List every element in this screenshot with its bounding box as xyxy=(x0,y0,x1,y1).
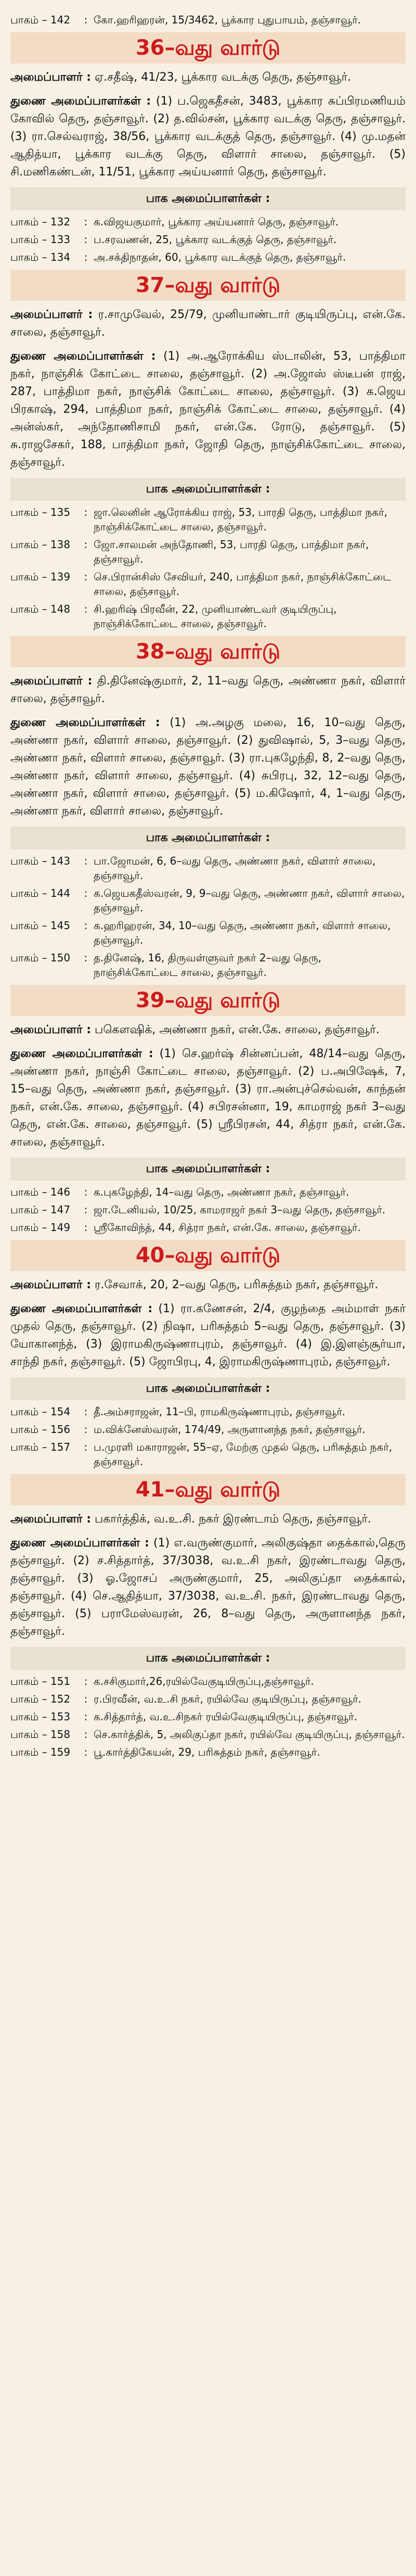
booth-row xyxy=(10,505,406,534)
booth-row xyxy=(10,1440,406,1469)
booth-number: பாகம் – 149 xyxy=(10,1221,71,1234)
separator: : xyxy=(84,887,88,899)
organizer-paragraph xyxy=(10,306,406,341)
separator: : xyxy=(84,1186,88,1198)
booth-row xyxy=(10,918,406,947)
ward-title: 41–வது வார்டு xyxy=(10,1474,406,1505)
ward-section xyxy=(10,1474,406,1759)
booth-number: பாகம் – 138 xyxy=(10,538,71,551)
organizer-paragraph-label: அமைப்பாளர் : xyxy=(10,1513,92,1526)
deputy-organizers-paragraph xyxy=(10,1045,406,1151)
separator: : xyxy=(84,1710,88,1723)
separator: : xyxy=(84,1441,88,1453)
organizer-paragraph-text: பகார்த்திக், வ.உ.சி. நகர் இரண்டாம் தெரு, தஞ்சாவூர். xyxy=(91,1513,371,1526)
booth-organizers-heading: பாக அமைப்பாளர்கள் : xyxy=(10,478,406,501)
organizer-paragraph xyxy=(10,69,406,86)
separator: : xyxy=(84,251,88,263)
booth-number: பாகம் – 135 xyxy=(10,506,71,518)
booth-number: பாகம் – 153 xyxy=(10,1710,71,1723)
booth-number: பாகம் – 145 xyxy=(10,919,71,932)
booth-organizer: தீ.அம்சராஜன், 11–பி, ராமகிருஷ்ணாபுரம், தஞ்சாவூர். xyxy=(94,1405,346,1418)
deputy-organizers-paragraph-label: துணை அமைப்பாளர்கள் : xyxy=(10,95,151,108)
booth-organizers-heading: பாக அமைப்பாளர்கள் : xyxy=(10,187,406,210)
separator: : xyxy=(84,603,88,615)
booth-organizer: ப.முரளி மகாராஜன், 55–ஏ, மேற்கு முதல் தெரு, பரிசுத்தம் நகர், தஞ்சாவூர். xyxy=(94,1441,393,1468)
separator: : xyxy=(84,215,88,228)
booth-row xyxy=(10,537,406,566)
booth-organizers-heading: பாக அமைப்பாளர்கள் : xyxy=(10,1377,406,1400)
organizer-paragraph-text: பகௌஷிக், அண்ணா நகர், என்.கே. சாலை, தஞ்சாவூர். xyxy=(91,1023,380,1036)
booth-organizer: ஜோ.சாலமன் அந்தோணி, 53, பாரதி தெரு, பாத்திமா நகர், தஞ்சாவூர். xyxy=(94,538,369,565)
booth-organizer: ஜா.டேனியல், 10/25, காமராஜர் நகர் 3–வது தெரு, தஞ்சாவூர். xyxy=(94,1203,386,1216)
booth-number: பாகம் – 150 xyxy=(10,951,71,964)
deputy-organizers-paragraph-text: (1) அ.அழகு மலை, 16, 10–வது தெரு, அண்ணா நகர், விளார் சாலை, தஞ்சாவூர். (2) துவிஷால், 5, 3–வது தெரு, அண்ணா நகர், விளார் சாலை, தஞ்சாவூர். (3) ரா.புகழேந்தி, 8, 2–வது தெரு, அண்ணா நகர், விளார் சாலை, தஞ்சாவூர். (4) சுபிரபு, 32, 12–வது தெரு, அண்ணா நகர், விளார் சாலை, தஞ்சாவூர். (5) ம.கிஷோர், 4, 1–வது தெரு, அண்ணா நகர், விளார் சாலை, தஞ்சாவூர். xyxy=(10,716,406,818)
deputy-organizers-paragraph xyxy=(10,714,406,820)
booth-row xyxy=(10,886,406,915)
booth-organizer: பூ.கார்த்திகேயன், 29, பரிசுத்தம் நகர், தஞ்சாவூர். xyxy=(94,1746,320,1758)
booth-organizer: த.தினேஷ், 16, திருவள்ளுவர் நகர் 2–வது தெரு, நாஞ்சிக்கோட்டை சாலை, தஞ்சாவூர். xyxy=(94,951,321,979)
booth-organizer: க.ஜெயகதீஸ்வரன், 9, 9–வது தெரு, அண்ணா நகர், விளார் சாலை, தஞ்சாவூர். xyxy=(94,887,405,914)
separator: : xyxy=(84,538,88,551)
booth-row xyxy=(10,1674,406,1689)
booth-row xyxy=(10,569,406,599)
booth-organizer: சி.ஹரிஷ் பிரவீன், 22, முனியாண்டவர் குடியிருப்பு, நாஞ்சிக்கோட்டை சாலை, தஞ்சாவூர். xyxy=(94,603,337,630)
booth-row xyxy=(10,1185,406,1199)
separator: : xyxy=(84,1203,88,1216)
separator: : xyxy=(84,1728,88,1741)
booth-row xyxy=(10,1727,406,1742)
booth-organizer: க.சித்தார்த், வ.உ.சிநகர் ரயில்வேகுடியிருப்பு, தஞ்சாவூர். xyxy=(94,1710,357,1723)
booth-number: பாகம் – 157 xyxy=(10,1441,71,1453)
deputy-organizers-paragraph-text: (1) ரா.கணேசன், 2/4, குழந்தை அம்மாள் நகர் முதல் தெரு, தஞ்சாவூர். (2) நிஷா, பரிசுத்தம் 5–வது தெரு, தஞ்சாவூர். (3) யோகானந்த், (3) இராமகிருஷ்ணாபுரம், தஞ்சாவூர். (4) இ.இளஞ்சூர்யா, சாந்தி நகர், தஞ்சாவூர். (5) ஜோபிரபு, 4, இராமகிருஷ்ணாபுரம், தஞ்சாவூர். xyxy=(10,1302,406,1368)
booth-number: பாகம் – 154 xyxy=(10,1405,71,1418)
deputy-organizers-paragraph-text: (1) அ.ஆரோக்கிய ஸ்டாலின், 53, பாத்திமா நகர், நாஞ்சிக் கோட்டை சாலை, தஞ்சாவூர். (2) அ.ஜோஸ் ஸ்டீபன் ராஜ், 287, பாத்திமா நகர், நாஞ்சிக் கோட்டை சாலை, தஞ்சாவூர். (3) க.ஜெய பிரகாஷ், 294, பாத்திமா நகர், நாஞ்சிக் கோட்டை சாலை, தஞ்சாவூர். (4) அன்ஸ்கர், அந்தோணிசாமி நகர், என்.கே. ரோடு, தஞ்சாவூர். (5) சு.ராஜசேகர், 188, பாத்திமா நகர், ஜோதி தெரு, நாஞ்சிக்கோட்டை சாலை, தஞ்சாவூர். xyxy=(10,350,406,469)
organizer-paragraph xyxy=(10,1511,406,1528)
booth-row xyxy=(10,1692,406,1706)
organizer-paragraph-text: ர.சாமுவேல், 25/79, முனியாண்டார் குடியிருப்பு, என்.கே. சாலை, தஞ்சாவூர். xyxy=(10,308,406,339)
separator: : xyxy=(84,1405,88,1418)
booth-number: பாகம் – 143 xyxy=(10,855,71,867)
organizer-paragraph-label: அமைப்பாளர் : xyxy=(10,1023,92,1036)
booth-organizer: க.விஜயகுமார், பூக்கார அய்யனார் தெரு, தஞ்சாவூர். xyxy=(94,215,339,228)
deputy-organizers-paragraph-label: துணை அமைப்பாளர்கள் : xyxy=(10,1537,149,1550)
booth-organizers-heading: பாக அமைப்பாளர்கள் : xyxy=(10,1647,406,1670)
booth-row xyxy=(10,1220,406,1235)
separator: : xyxy=(84,855,88,867)
booth-organizers-heading: பாக அமைப்பாளர்கள் : xyxy=(10,1158,406,1181)
booth-row xyxy=(10,214,406,229)
booth-number: பாகம் – 134 xyxy=(10,251,71,263)
separator: : xyxy=(84,1746,88,1758)
booth-row xyxy=(10,1404,406,1419)
booth-organizer: செ.கார்த்திக், 5, அலிகுப்தா நகர், ரயில்வே குடியிருப்பு, தஞ்சாவூர். xyxy=(94,1728,405,1741)
ward-section xyxy=(10,985,406,1235)
booth-number: பாகம் – 142 xyxy=(10,14,71,26)
deputy-organizers-paragraph-text: (1) ப.ஜெகதீசன், 3483, பூக்கார சுப்பிரமணியம் கோவில் தெரு, தஞ்சாவூர். (2) த.வில்சன், பூக்கார வடக்கு தெரு, தஞ்சாவூர். (3) ரா.செல்வராஜ், 38/56, பூக்கார வடக்குத் தெரு, தஞ்சாவூர். (4) மு.மதன் ஆதித்யா, பூக்கார வடக்கு தெரு, விளார் சாலை, தஞ்சாவூர். (5) சி.மணிகண்டன், 11/51, பூக்கார அய்யனார் தெரு, தஞ்சாவூர். xyxy=(10,95,406,179)
booth-organizers-heading: பாக அமைப்பாளர்கள் : xyxy=(10,827,406,849)
deputy-organizers-paragraph-label: துணை அமைப்பாளர்கள் : xyxy=(10,716,160,729)
organizer-paragraph xyxy=(10,1021,406,1039)
ward-title: 40–வது வார்டு xyxy=(10,1240,406,1271)
deputy-organizers-paragraph xyxy=(10,93,406,181)
booth-row xyxy=(10,602,406,631)
booth-organizer: ஸ்ரீகோவிந்த், 44, சித்ரா நகர், என்.கே. சாலை, தஞ்சாவூர். xyxy=(94,1221,361,1234)
booth-organizer: ஜா.லெனின் ஆரோக்கிய ராஜ், 53, பாரதி தெரு, பாத்திமா நகர், நாஞ்சிக்கோட்டை சாலை, தஞ்சாவூர். xyxy=(94,506,387,533)
organizer-paragraph-label: அமைப்பாளர் : xyxy=(10,675,93,688)
booth-organizer: க.ஹரிஹரன், 34, 10–வது தெரு, அண்ணா நகர், விளார் சாலை, தஞ்சாவூர். xyxy=(94,919,391,946)
separator: : xyxy=(84,1423,88,1436)
booth-organizer: க.புகழேந்தி, 14–வது தெரு, அண்ணா நகர், தஞ்சாவூர். xyxy=(94,1186,349,1198)
organizer-paragraph xyxy=(10,672,406,708)
ward-title: 37–வது வார்டு xyxy=(10,270,406,301)
booth-row xyxy=(10,854,406,883)
separator: : xyxy=(84,233,88,246)
article xyxy=(10,0,406,1759)
booth-number: பாகம் – 139 xyxy=(10,570,71,583)
deputy-organizers-paragraph-text: (1) செ.ஹர்ஷ் சின்னப்பன், 48/14–வது தெரு, அண்ணா நகர், நாஞ்சி கோட்டை சாலை, தஞ்சாவூர். (2) ப.அபிஷேக், 7, 15–வது தெரு, அண்ணா நகர், தஞ்சாவூர். (3) ரா.அன்புச்செல்வன், காந்தன் நகர், என்.கே. சாலை, தஞ்சாவூர். (4) சபிரசன்னா, 19, காமராஜ் நகர் 3–வது தெரு, என்.கே. சாலை, தஞ்சாவூர். (5) ஸ்ரீபிரசன், 44, சித்ரா நகர், என்.கே. சாலை, தஞ்சாவூர். xyxy=(10,1047,406,1149)
ward-section xyxy=(10,32,406,264)
booth-row xyxy=(10,1709,406,1724)
separator: : xyxy=(84,1693,88,1705)
organizer-paragraph-label: அமைப்பாளர் : xyxy=(10,71,92,84)
booth-organizer: கோ.ஹரிஹரன், 15/3462, பூக்கார புதுபாயம், தஞ்சாவூர். xyxy=(94,14,361,26)
deputy-organizers-paragraph-label: துணை அமைப்பாளர்கள் : xyxy=(10,350,156,363)
booth-number: பாகம் – 158 xyxy=(10,1728,71,1741)
ward-title: 39–வது வார்டு xyxy=(10,985,406,1016)
booth-organizer: அ.சக்திநாதன், 60, பூக்கார வடக்குத் தெரு, தஞ்சாவூர். xyxy=(94,251,346,263)
booth-organizer: க.சசிகுமார்,26,ரயில்வேகுடியிருப்பு,தஞ்சாவூர். xyxy=(94,1675,314,1687)
booth-number: பாகம் – 132 xyxy=(10,215,71,228)
organizer-paragraph-text: ஏ.சதீஷ், 41/23, பூக்கார வடக்கு தெரு, தஞ்சாவூர். xyxy=(91,71,352,84)
booth-row xyxy=(10,12,406,27)
separator: : xyxy=(84,951,88,964)
separator: : xyxy=(84,1221,88,1234)
organizer-paragraph xyxy=(10,1276,406,1294)
deputy-organizers-paragraph-label: துணை அமைப்பாளர்கள் : xyxy=(10,1047,153,1060)
booth-number: பாகம் – 156 xyxy=(10,1423,71,1436)
booth-organizer: ம.விக்னேஸ்வரன், 174/49, அருளானந்த நகர், தஞ்சாவூர். xyxy=(94,1423,366,1436)
booth-number: பாகம் – 144 xyxy=(10,887,71,899)
separator: : xyxy=(84,919,88,932)
separator: : xyxy=(84,506,88,518)
booth-row xyxy=(10,232,406,247)
ward-sections xyxy=(10,32,406,1759)
ward-title: 36–வது வார்டு xyxy=(10,32,406,64)
organizer-paragraph-text: தி.தினேஷ்குமார், 2, 11–வது தெரு, அண்ணா நகர், விளார் சாலை, தஞ்சாவூர். xyxy=(10,675,406,705)
booth-organizer: ர.பிரவீன், வ.உ.சி நகர், ரயில்வே குடியிருப்பு, தஞ்சாவூர். xyxy=(94,1693,361,1705)
deputy-organizers-paragraph-label: துணை அமைப்பாளர்கள் : xyxy=(10,1302,153,1315)
deputy-organizers-paragraph-text: (1) எ.வருண்குமார், அலிகுஷ்தா தைக்கால்,தெரு தஞ்சாவூர். (2) ச.சித்தார்த், 37/3038, வ.உ.சி நகர், இரண்டாவது தெரு, தஞ்சாவூர். (3) ஓ.ஜோசப் அருண்குமார், 25, அலிகுப்தா தைக்கால், தஞ்சாவூர். (4) செ.ஆதித்யா, 37/3038, வ.உ.சி. நகர், இரண்டாவது தெரு, தஞ்சாவூர். (5) பராமேஸ்வரன், 26, 8–வது தெரு, அருளானந்த நகர், தஞ்சாவூர். xyxy=(10,1537,406,1638)
booth-number: பாகம் – 133 xyxy=(10,233,71,246)
booth-row xyxy=(10,250,406,264)
deputy-organizers-paragraph xyxy=(10,348,406,472)
booth-row xyxy=(10,950,406,980)
separator: : xyxy=(84,570,88,583)
ward-section xyxy=(10,270,406,631)
booth-organizer: ப.சரவணன், 25, பூக்கார வடக்குத் தெரு, தஞ்சாவூர். xyxy=(94,233,337,246)
deputy-organizers-paragraph xyxy=(10,1300,406,1371)
booth-number: பாகம் – 146 xyxy=(10,1186,71,1198)
organizer-paragraph-label: அமைப்பாளர் : xyxy=(10,1278,92,1291)
booth-number: பாகம் – 151 xyxy=(10,1675,71,1687)
ward-title: 38–வது வார்டு xyxy=(10,636,406,667)
booth-number: பாகம் – 152 xyxy=(10,1693,71,1705)
ward-section xyxy=(10,1240,406,1469)
separator: : xyxy=(84,1675,88,1687)
organizer-paragraph-text: ர.சேவாக், 20, 2–வது தெரு, பரிசுத்தம் நகர், தஞ்சாவூர். xyxy=(91,1278,379,1291)
organizer-paragraph-label: அமைப்பாளர் : xyxy=(10,308,93,321)
ward-section xyxy=(10,636,406,980)
deputy-organizers-paragraph xyxy=(10,1534,406,1641)
booth-number: பாகம் – 148 xyxy=(10,603,71,615)
booth-row xyxy=(10,1745,406,1759)
booth-number: பாகம் – 147 xyxy=(10,1203,71,1216)
booth-row xyxy=(10,1202,406,1217)
separator: : xyxy=(84,14,88,26)
booth-organizer: பா.ஜோமன், 6, 6–வது தெரு, அண்ணா நகர், விளார் சாலை, தஞ்சாவூர். xyxy=(94,855,376,882)
booth-organizer: செ.பிரான்சிஸ் சேவியர், 240, பாத்திமா நகர், நாஞ்சிக்கோட்டை சாலை, தஞ்சாவூர். xyxy=(94,570,392,598)
booth-number: பாகம் – 159 xyxy=(10,1746,71,1758)
booth-row xyxy=(10,1422,406,1437)
